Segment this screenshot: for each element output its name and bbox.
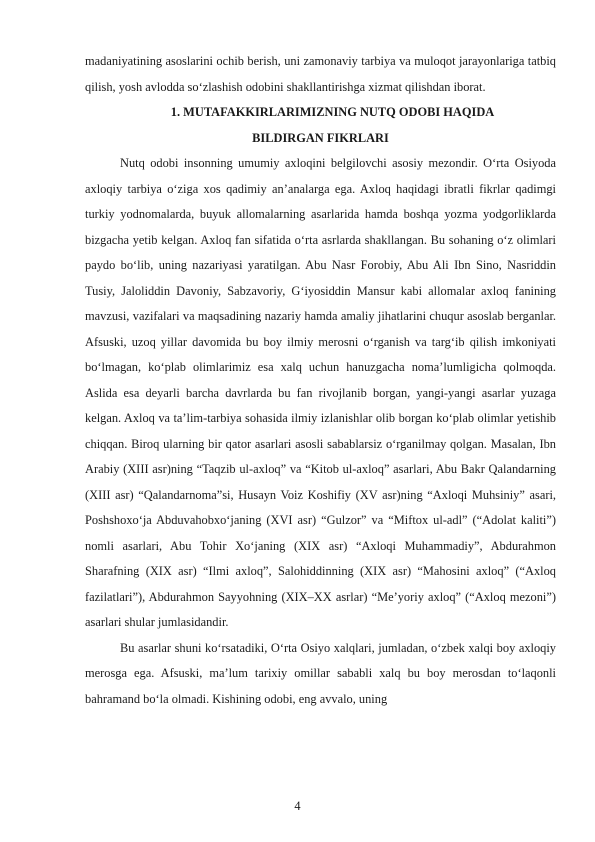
page-number: 4 [294,799,301,813]
section-heading-line-2: BILDIRGAN FIKRLARI [252,130,389,145]
intro-paragraph: madaniyatining asoslarini ochib berish, uni zamonaviy tarbiya va muloqot jarayonlariga tatbiq qilish, yosh avlodda so‘zlashish odobini shakllantirishga xizmat qilishdan iborat. [85,54,556,94]
body-paragraph-2: Bu asarlar shuni ko‘rsatadiki, O‘rta Osiyo xalqlari, jumladan, o‘zbek xalqi boy axloqiy merosga ega. Afsuski, ma’lum tarixiy omillar sababli xalq bu boy merosdan to‘laqonli bahramand bo‘la olmadi. Kishining odobi, eng avvalo, uning [85,640,556,706]
body-paragraph-1: Nutq odobi insonning umumiy axloqini belgilovchi asosiy mezondir. O‘rta Osiyoda axloqiy tarbiya o‘ziga xos qadimiy an’analarga ega. Axloq haqidagi ibratli fikrlar qadimgi turkiy yodnomalarda, buyuk allomalarning asarlarida hamda boshqa yozma yodgorliklarda bizgacha yetib kelgan. Axloq fan sifatida o‘rta asrlarda shakllangan. Bu sohaning o‘z olimlari paydo bo‘lib, uning nazariyasi yaratilgan. Abu Nasr Forobiy, Abu Ali Ibn Sino, Nasriddin Tusiy, Jaloliddin Davoniy, Sabzavoriy, G‘iyosiddin Mansur kabi allomalar axloq fanining mavzusi, vazifalari va maqsadining nazariy hamda amaliy jihatlarini chuqur asoslab berganlar. Afsuski, uzoq yillar davomida bu boy ilmiy merosni o‘rganish va targ‘ib qilish imkoniyati bo‘lmagan, ko‘plab olimlarimiz esa xalq uchun hanuzgacha noma’lumligicha qolmoqda. Aslida esa deyarli barcha davrlarda bu fan rivojlanib borgan, yangi-yangi asarlar yuzaga kelgan. Axloq va ta’lim-tarbiya sohasida ilmiy izlanishlar olib borgan ko‘plab olimlar yetishib chiqqan. Biroq ularning bir qator asarlari asosli sabablarsiz o‘rganilmay qolgan. Masalan, Ibn Arabiy (XIII asr)ning “Taqzib ul-axloq” va “Kitob ul-axloq” asarlari, Abu Bakr Qalandarning (XIII asr) “Qalandarnoma”si, Husayn Voiz Koshifiy (XV asr)ning “Axloqi Muhsiniy” asari, Poshshoxo‘ja Abduvahobxo‘janing (XVI asr) “Gulzor” va “Miftox ul-adl” (“Adolat kaliti”) nomli asarlari, Abu Tohir Xo‘janing (XIX asr) “Axloqi Muhammadiy”, Abdurahmon Sharafning (XIX asr) “Ilmi axloq”, Salohiddinning (XIX asr) “Mahosini axloq” (“Axloq fazilatlari”), Abdurahmon Sayyohning (XIX–XX asrlar) “Me’yoriy axloq” (“Axloq mezoni”) asarlari shular jumlasidandir. [85,156,556,629]
section-heading-line-1: 1. MUTAFAKKIRLARIMIZNING NUTQ ODOBI HAQIDA [170,105,495,119]
page-content [85,49,556,712]
section-heading [85,100,556,151]
